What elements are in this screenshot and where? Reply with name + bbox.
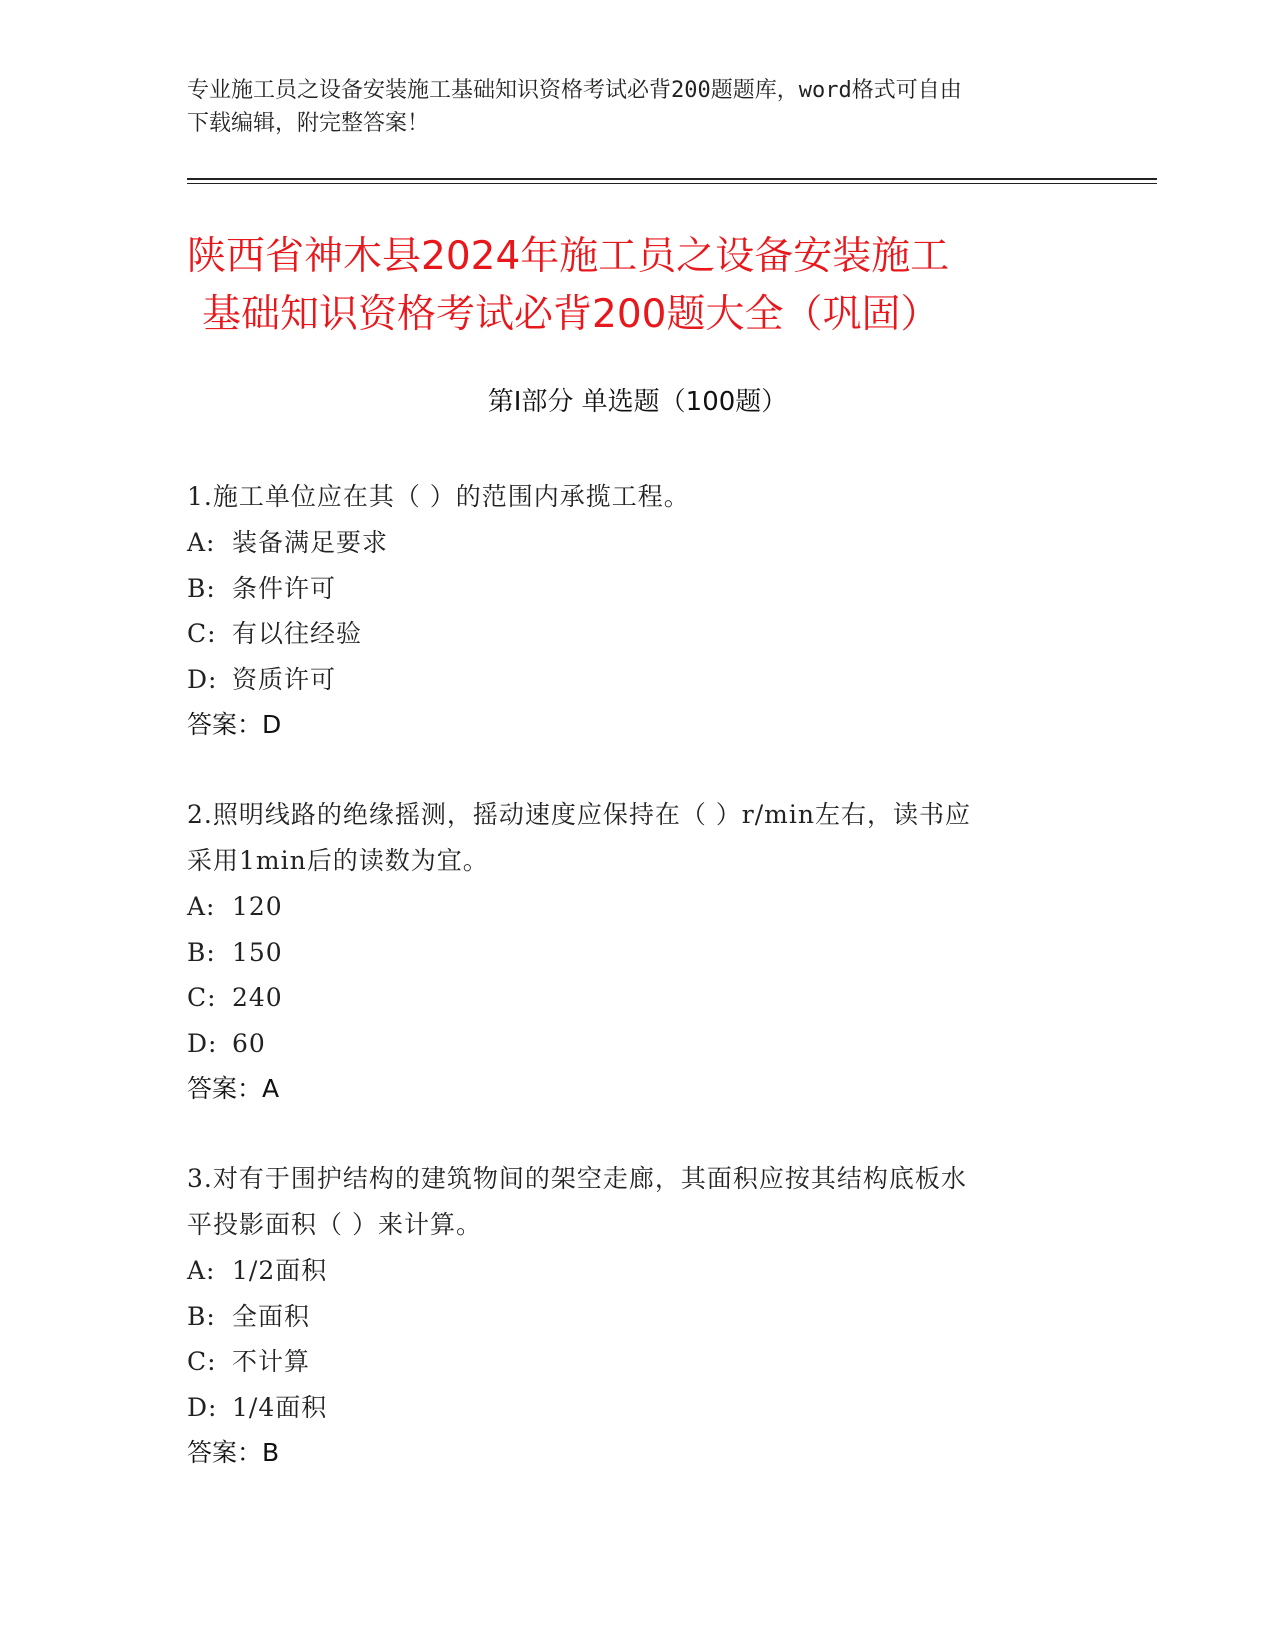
- header-divider: [187, 178, 1157, 180]
- document-title-line: 基础知识资格考试必背200题大全（巩固）: [202, 292, 940, 337]
- option-b: [187, 566, 1087, 612]
- answer-line: 答案：D: [187, 710, 282, 739]
- question-stem: [187, 1156, 1087, 1248]
- option-label: B:: [187, 1301, 216, 1331]
- option-text: 资质许可: [232, 664, 337, 694]
- option-text: 1/4面积: [232, 1392, 328, 1422]
- answer-line: 答案：B: [187, 1438, 280, 1467]
- option-label: B:: [187, 937, 216, 967]
- question-stem-line: 2.照明线路的绝缘摇测，摇动速度应保持在（ ）r/min左右，读书应: [187, 800, 971, 829]
- option-label: A:: [187, 1256, 216, 1285]
- option-label: C:: [187, 1347, 217, 1376]
- answer-line: 答案：A: [187, 1074, 280, 1103]
- option-text: 条件许可: [232, 573, 337, 603]
- section-title: 第Ⅰ部分 单选题（100题）: [487, 387, 788, 417]
- option-label: D:: [187, 1392, 218, 1422]
- option-text: 全面积: [232, 1301, 311, 1331]
- option-c: [187, 611, 1087, 657]
- option-a: [187, 884, 1087, 930]
- question-item: [187, 792, 1087, 1111]
- option-text: 120: [232, 892, 283, 921]
- question-stem-line: 3.对有于围护结构的建筑物间的架空走廊，其面积应按其结构底板水: [187, 1164, 967, 1193]
- option-label: C:: [187, 619, 217, 648]
- question-stem: [187, 792, 1087, 884]
- option-label: A:: [187, 892, 216, 921]
- option-c: [187, 1339, 1087, 1385]
- option-a: [187, 1248, 1087, 1294]
- header-divider-thin: [187, 183, 1157, 184]
- document-title: [187, 228, 1137, 344]
- option-text: 1/2面积: [232, 1256, 328, 1285]
- option-b: [187, 930, 1087, 976]
- option-text: 装备满足要求: [232, 528, 389, 557]
- option-text: 有以往经验: [232, 619, 363, 648]
- option-text: 不计算: [232, 1347, 311, 1376]
- header-note-line: 下载编辑，附完整答案！: [187, 111, 430, 136]
- question-stem-line: 1.施工单位应在其（ ）的范围内承揽工程。: [187, 482, 690, 511]
- option-text: 240: [232, 983, 283, 1012]
- question-stem-line: 采用1min后的读数为宜。: [187, 846, 489, 875]
- option-label: D:: [187, 664, 218, 694]
- question-item: [187, 474, 1087, 747]
- option-label: C:: [187, 983, 217, 1012]
- option-d: [187, 657, 1087, 703]
- option-a: [187, 520, 1087, 566]
- question-stem: [187, 474, 1087, 520]
- option-label: B:: [187, 573, 216, 603]
- option-label: A:: [187, 528, 216, 557]
- option-text: 60: [232, 1028, 266, 1058]
- option-label: D:: [187, 1028, 218, 1058]
- question-list: [187, 474, 1087, 1520]
- header-note-line: 专业施工员之设备安装施工基础知识资格考试必背200题题库，word格式可自由: [187, 78, 962, 103]
- option-text: 150: [232, 937, 283, 967]
- header-note: [187, 74, 1087, 140]
- question-stem-line: 平投影面积（ ）来计算。: [187, 1210, 482, 1239]
- option-c: [187, 975, 1087, 1021]
- question-item: [187, 1156, 1087, 1475]
- option-d: [187, 1385, 1087, 1431]
- document-title-line: 陕西省神木县2024年施工员之设备安装施工: [187, 234, 950, 279]
- option-b: [187, 1294, 1087, 1340]
- option-d: [187, 1021, 1087, 1067]
